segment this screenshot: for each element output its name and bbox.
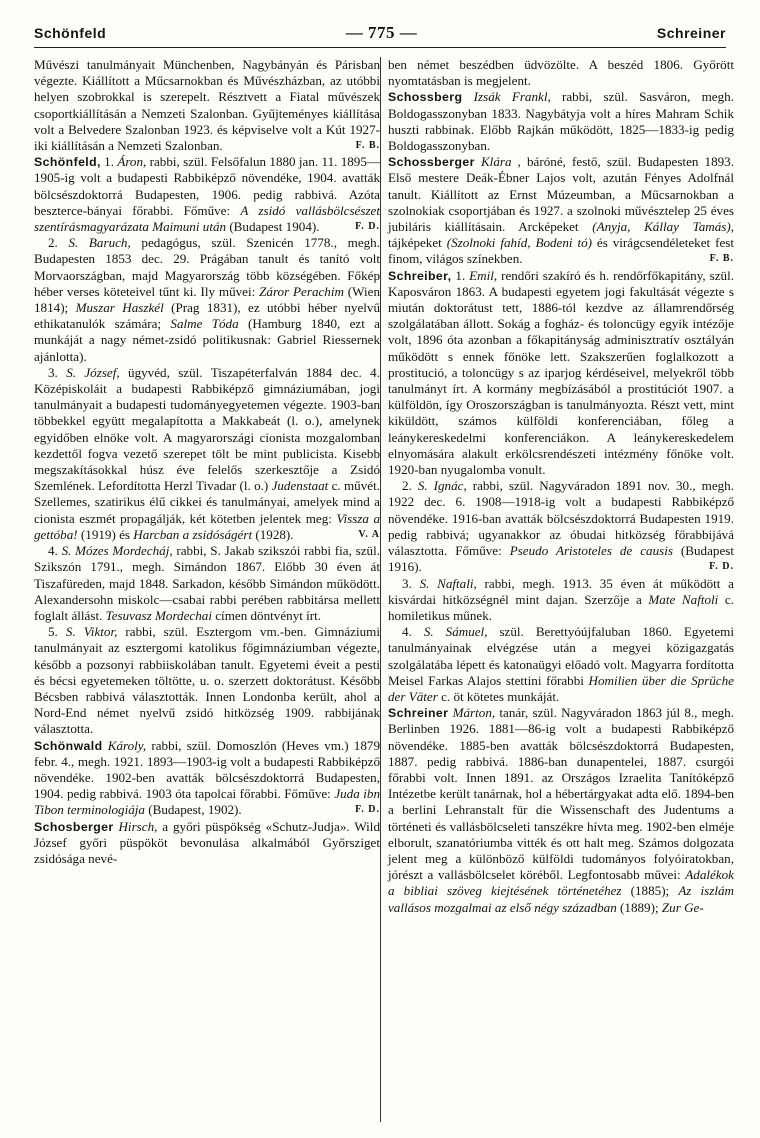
entry-text: rabbi, szül. Esztergom vm.-ben. Gimnáziumi tanulmányait az esztergomi katolikus főgimnáziumban végezte, később a pozsonyi rabbiiskolában tanult. Egyetemi éveit a pesti és bécsi egyetemeken töltötte, u. o. szerzett doktorátust. Később Bécsben rabbivá választották. Innen Londonba került, ahol a Nord-End német nyelvű zsidó hitközség 1909. rabbijának választotta. xyxy=(34,624,380,737)
italic-text: Tesuvasz Mordechai xyxy=(105,607,212,623)
header-right-headword: Schreiner xyxy=(656,25,726,41)
entry-text: címen döntvényt írt. xyxy=(211,607,322,623)
entry-text: (Budapest 1916). xyxy=(388,543,734,575)
entry-text: rabbi, szül. Felsőfalun 1880 jan. 11. 1895—1905-ig volt a budapesti Rabbiképző növendéke, 1904. avatták bölcsészdoktorrá Budapesten, 1906. pedig rabbivá. Azóta beszterce-bányai főrabbi. Főműve: xyxy=(34,154,380,218)
entry-headword: Schossberg xyxy=(388,90,463,105)
entry-text: rabbi, megh. 1913. 35 éven át működött a kisvárdai hitközségnél mint dajan. Szerzője a xyxy=(388,575,734,607)
entry-text: , báróné, festő, szül. Budapesten 1893. Első mestere Deák-Ébner Lajos volt, azután Fényes Adolfnál tanult. Kiállított az Ernst Múzeumban, a Műcsarnokban a szolnokiak csoportjában és 1927. a szolnoki művésztelep 25 éves jubiláris kiállításain. Arcképeket xyxy=(388,154,735,235)
entry-headword: Schreiber, xyxy=(388,268,452,283)
entry-paragraph xyxy=(388,478,734,575)
entry-headword: Schreiner xyxy=(388,706,449,721)
entry-text: 1. xyxy=(100,154,118,170)
italic-text: S. Baruch, xyxy=(68,235,131,251)
entry-paragraph xyxy=(34,543,380,624)
italic-text: Mate Naftoli xyxy=(648,591,719,607)
author-signature: F. D. xyxy=(709,561,734,573)
author-signature: F. B. xyxy=(709,253,734,265)
entry-text: c. homiletikus műnek. xyxy=(388,591,734,623)
entry-text: (Budapest, 1902). xyxy=(144,802,242,818)
entry-text: szül. Berettyóújfaluban 1860. Egyetemi tanulmányainak elvégzése után a megyei közigazgatás szolgálatába lépett és katonaügyi előadó volt. Magyarra fordította Meisel Farkas Alajos stettini főrabbi xyxy=(388,624,734,688)
italic-text: Salme Tóda xyxy=(170,316,239,332)
italic-text: Klára xyxy=(480,154,512,170)
entry-text: 2. xyxy=(402,478,418,494)
italic-text: Homilien über die Sprüche der Väter xyxy=(388,672,734,704)
header-left-headword: Schönfeld xyxy=(34,25,107,41)
entry-text: 1. xyxy=(451,267,470,283)
entry-paragraph xyxy=(34,738,380,819)
entry-paragraph xyxy=(388,624,734,705)
entry-text: 3. xyxy=(402,575,420,591)
entry-text: 4. xyxy=(402,624,424,640)
italic-text: Harcban a zsidóságért xyxy=(133,526,253,542)
italic-text: Izsák Frankl, xyxy=(473,89,551,105)
entry-paragraph xyxy=(388,89,734,154)
italic-text: Juda ibn Tibon terminologiája xyxy=(34,786,380,818)
italic-text: Záror Perachim xyxy=(259,283,344,299)
entry-paragraph xyxy=(34,235,380,365)
entry-text: 3. xyxy=(48,364,67,380)
entry-paragraph xyxy=(388,57,734,89)
author-signature: V. A xyxy=(358,528,380,540)
italic-text: Zur Ge- xyxy=(661,899,704,915)
entry-text: (Wien 1814); xyxy=(34,283,380,316)
entry-paragraph xyxy=(388,705,734,916)
entry-paragraph xyxy=(34,819,380,868)
italic-text: A zsidó vallásbölcsészet szentírásmagyarázata Maimuni után xyxy=(34,202,380,235)
italic-text: Pseudo Aristoteles de causis xyxy=(509,543,673,559)
entry-text: (Prag 1831), ez utóbbi héber nyelvű ethikatanulók számára; xyxy=(34,300,380,332)
italic-text: Márton, xyxy=(452,705,496,721)
entry-text: tanár, szül. Nagyváradon 1863 júl 8., megh. Berlinben 1926. 1881—86-ig volt a budapesti Rabbiképző növendéke. 1885-ben avatták bölcsészdoktorrá Budapesten, 1887. pedig rabbivá. 1886-ban dunapentelei, 1887. csurgói főrabbi volt. Innen 1891. az Országos Izraelita Tanítóképző Intézetbe került tanárnak, hol a hébertárgyakat adta elő. 1894-ben a berlini Lehranstalt für die Wissenschaft des Judentums a történeti és vallásbölcseleti tanszékre hívta meg. 1902-ben elméje elborult, szanatóriumba vitték és ott halt meg. Számos dolgozata jelent meg a különböző külföldi tudományos folyóiratokban, jórészt a vallásbölcselet köréből. Legfontosabb művei: xyxy=(388,705,734,883)
entry-text: rabbi, S. Jakab szikszói rabbi fia, szül. Szikszón 1791., megh. Simándon 1867. Előbb 30 éven át Tiszafüreden, majd 1848. Sarkadon, később Simándon működött. Alexandersohn miskolc—csabai rabbi perében rabbitársa mellett foglalt állást. xyxy=(34,543,380,623)
author-signature: F. B. xyxy=(355,140,380,152)
entry-text: 4. xyxy=(48,543,62,559)
italic-text: Muszar Haszkél xyxy=(75,300,164,316)
page-header xyxy=(34,22,726,44)
italic-text: Károly, xyxy=(107,737,147,753)
column-divider xyxy=(380,57,381,1122)
entry-text: 5. xyxy=(48,624,66,640)
entry-text: (1928). xyxy=(252,526,294,542)
italic-text: S. Viktor, xyxy=(65,624,118,640)
entry-text xyxy=(462,89,473,104)
entry-text: rabbi, szül. Sasváron, megh. Boldogasszonyban 1833. Nagybátyja volt a híres Mahram Schik huszti rabbinak. Előbb Rajkán működött, 1825—1833-ig pedig Boldogasszonyban. xyxy=(388,89,734,154)
entry-text: rendőri szakíró és h. rendőrfőkapitány, szül. Kaposváron 1863. A budapesti egyetem jogi fakultását végezte s miután doktorátust tett, 1886-tól kezdve az államrendőrség szolgálatában állott. Sokág a fogház- és toloncügy egyik intézője volt, 1896 óta azonban a főkapitányság adminisztratív osztályán működött s ennek főnöke lett. Szakszerűen foglalkozott a prostitució, a toloncügy s az iparjog kérdéseivel, melyekről több tanulmányt írt. A kormány megbízásából a prostitúciót 1907. a külföldön, így Oroszországban is tanulmányozta. Részt vett, mint kiküldött, számos külföldi konferenciában, főleg a leánykereskedelmi konferenciákon. A leánykereskedelem elnyomására alakult erkölcsrendészeti intézmény főnöke volt. 1920-ban nyugalomba vonult. xyxy=(388,267,734,478)
italic-text: S. Mózes Mordecháj, xyxy=(61,543,173,559)
italic-text: (Anyja, Kállay Tamás), xyxy=(592,219,734,235)
entry-headword: Schönfeld, xyxy=(34,155,101,170)
entry-text: c. művét. Szellemes, szatirikus élű cikkei és tanulmányai, amelyek mind a cionista eszmét propagálják, két kötetben jelentek meg: xyxy=(34,478,380,526)
entry-text: tájképeket xyxy=(388,235,447,251)
italic-text: Emil, xyxy=(469,267,498,283)
entry-text: rabbi, szül. Nagyváradon 1891 nov. 30., megh. 1922 dec. 6. 1908—1918-ig volt a budapesti Rabbiképző növendéke. 1916-ban avatták bölcsészdoktorrá Budapesten 1919. pedig rabbivá; ugyanakkor az óbudai hitközség főrabbijává választotta. Főműve: xyxy=(388,478,734,559)
entry-paragraph xyxy=(34,154,380,235)
author-signature: F. D. xyxy=(355,804,380,816)
entry-paragraph xyxy=(34,57,380,154)
italic-text: Adalékok a bibliai szöveg kiejtésének történetéhez xyxy=(388,867,734,899)
entry-text: c. öt kötetes munkáját. xyxy=(437,688,560,704)
italic-text: Hirsch, xyxy=(118,818,158,834)
entry-paragraph xyxy=(388,268,734,479)
entry-headword: Schosberger xyxy=(34,819,114,834)
italic-text: S. Naftali, xyxy=(419,575,477,591)
entry-text: (1889); xyxy=(616,899,662,915)
entry-paragraph xyxy=(388,576,734,625)
right-column xyxy=(388,57,734,916)
entry-text: (1885); xyxy=(621,883,679,899)
italic-text: S. József, xyxy=(66,364,120,380)
italic-text: (Szolnoki fahíd, Bodeni tó) xyxy=(446,235,593,251)
entry-headword: Schossberger xyxy=(388,155,475,170)
italic-text: Judenstaat xyxy=(271,478,329,494)
entry-paragraph xyxy=(388,154,734,267)
italic-text: Áron, xyxy=(117,154,147,170)
author-signature: F. D. xyxy=(355,221,380,233)
italic-text: S. Ignác, xyxy=(417,478,467,494)
entry-text: Művészi tanulmányait Münchenben, Nagybányán és Párisban végezte. Kiállított a Műcsarnokban és Művészházban, az utóbbi helyen szobrokkal is szerepelt. Résztvett a Fiatal művészek csoportkiállításán a Nemzeti Szalonban. Gyűjteményes kiállítása volt a Belvedere Szalonban 1923. és képviselve volt a Kút 1927-iki kiállításán a Nemzeti Szalonban. xyxy=(34,57,380,154)
page-number: — 775 — xyxy=(345,23,418,42)
entry-text: rabbi, szül. Domoszlón (Heves vm.) 1879 febr. 4., megh. 1921. 1893—1903-ig volt a budapesti Rabbiképző növendéke. 1902-ben avatták bölcsészdoktorrá Budapesten, 1904. pedig rabbivá. 1903 óta tapolcai főrabbi. Főműve: xyxy=(34,737,380,802)
entry-paragraph xyxy=(34,365,380,543)
entry-text: pedagógus, szül. Szenicén 1778., megh. Budapesten 1853 dec. 29. Prágában tanult és tanító volt Morvaországban, majd Magyarország több községében. Főkép héber verses köteteivel tűnt ki. Ily művei: xyxy=(34,235,380,299)
entry-text: és virágcsendéleteket fest finom, világos színekben. xyxy=(388,235,734,267)
entry-paragraph xyxy=(34,624,380,737)
italic-text: S. Sámuel, xyxy=(423,624,488,640)
header-rule xyxy=(34,47,726,48)
entry-text: a győri püspökség «Schutz-Judja». Wild József győri püspököt bevonulása alkalmából Győrsziget zsidósága nevé- xyxy=(34,818,380,866)
entry-text: (Hamburg 1840, ezt a munkáját a nagy német-zsidó politikusnak: Gabriel Riessernek ajánlotta). xyxy=(34,316,380,364)
entry-text: (1919) és xyxy=(77,526,134,542)
left-column xyxy=(34,57,380,867)
entry-text: (Budapest 1904). xyxy=(226,219,320,235)
italic-text: Az iszlám vallásos mozgalmai az első négy században xyxy=(388,883,734,915)
entry-text: ügyvéd, szül. Tiszapéterfalván 1884 dec. 4. Középiskoláit a budapesti Rabbiképző gimnáziumában, jogi tanulmányait a budapesti tudományegyetemen végezte. 1903-ban többekkel együtt megalapította a Makkabeát (l. o.), amelynek egyidőben elnöke volt. A magyarországi cionista mozgalomban kezdettől fogva vezető szerepet tölt be mint publicista. Kisebb megszakításokkal húsz éve felelős szerkesztője a Zsidó Szemlének. Lefordította Herzl Tivadar (l. o.) xyxy=(34,364,381,494)
italic-text: Vissza a gettóba! xyxy=(34,510,380,542)
entry-text: 2. xyxy=(48,235,69,251)
entry-text: ben német beszédben üdvözölte. A beszéd 1806. Győrött nyomtatásban is megjelent. xyxy=(388,57,734,89)
entry-headword: Schönwald xyxy=(34,738,103,753)
